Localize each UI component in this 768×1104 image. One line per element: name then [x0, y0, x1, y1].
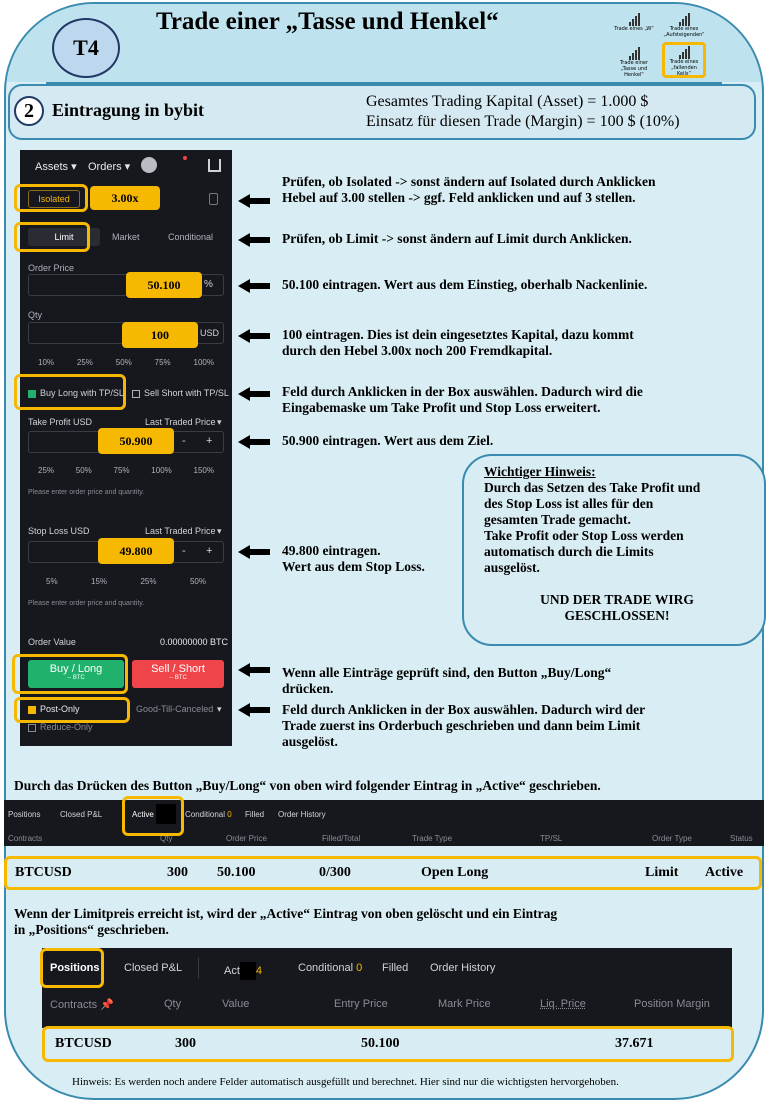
note-line: ausgelöst.	[484, 560, 540, 575]
note-heading: Wichtiger Hinweis:	[484, 464, 596, 479]
col-trade-type: Trade Type	[412, 834, 453, 843]
isolated-highlight	[14, 184, 88, 212]
positions-table	[42, 948, 732, 1028]
arrow-left-icon	[238, 663, 270, 677]
tab-positions[interactable]: Positions	[8, 810, 41, 819]
arrow-left-icon	[238, 703, 270, 717]
tp-pct-option[interactable]: 50%	[75, 466, 92, 475]
arrow-left-icon	[238, 194, 270, 208]
positions-intro-line: Wenn der Limitpreis erreicht ist, wird der „Active“ Eintrag von oben gelöscht und ein Eintrag	[14, 906, 558, 921]
capital-info	[366, 92, 680, 132]
arrow-left-icon	[238, 329, 270, 343]
order-value: 0.00000000 BTC	[160, 637, 229, 647]
instruction-line: Wert aus dem Stop Loss.	[282, 559, 425, 574]
tp-label: Take Profit USD	[28, 417, 93, 427]
active-orders-table	[4, 800, 764, 846]
tab-conditional[interactable]	[298, 962, 362, 974]
note-line: des Stop Loss ist alles für den	[484, 496, 654, 511]
cell-order-price: 50.100	[217, 865, 256, 880]
tab-closed-pnl[interactable]: Closed P&L	[60, 810, 103, 819]
tab-positions[interactable]: Positions	[50, 962, 100, 974]
cell-entry-price: 50.100	[361, 1036, 400, 1051]
arrow-left-icon	[238, 435, 270, 449]
instruction-line: Wenn alle Einträge geprüft sind, den Button „Buy/Long“	[282, 665, 612, 680]
tp-value[interactable]: 50.900	[98, 428, 174, 454]
nav-orders[interactable]: Orders ▾	[88, 161, 131, 173]
mini-chart-label: Trade eines „fallenden Keils“	[669, 59, 699, 77]
col-order-type: Order Type	[652, 834, 692, 843]
sl-pct-option[interactable]: 5%	[46, 577, 58, 586]
qty-percent-row	[38, 358, 214, 367]
col-contracts	[50, 998, 114, 1011]
qty-pct-option[interactable]: 50%	[115, 358, 132, 367]
mini-chart-label: Trade eines „W“	[614, 26, 654, 32]
time-in-force-select[interactable]: Good-Till-Canceled	[136, 704, 214, 714]
cell-contract: BTCUSD	[55, 1036, 112, 1051]
notification-dot	[183, 156, 187, 160]
instruction-line: Hebel auf 3.00 stellen -> ggf. Feld anklicken und auf 3 stellen.	[282, 190, 636, 205]
col-position-margin: Position Margin	[634, 998, 710, 1010]
sl-value[interactable]: 49.800	[98, 538, 174, 564]
tab-conditional-label: Conditional	[298, 962, 354, 974]
section-title: Eintragung in bybit	[52, 100, 205, 120]
qty-pct-option[interactable]: 25%	[76, 358, 93, 367]
positions-tab-highlight	[40, 948, 104, 988]
order-price-value[interactable]: 50.100	[126, 272, 202, 298]
tab-divider	[198, 958, 199, 978]
cell-status: Active	[705, 865, 744, 880]
sl-label: Stop Loss USD	[28, 526, 90, 536]
col-contracts-label: Contracts	[50, 999, 98, 1011]
instruction-line: Prüfen, ob Isolated -> sonst ändern auf Isolated durch Anklicken	[282, 174, 656, 189]
arrow-left-icon	[238, 387, 270, 401]
stake-line: Einsatz für diesen Trade (Margin) = 100 $ (10%)	[366, 113, 680, 130]
redaction-block	[240, 962, 256, 980]
col-entry-price: Entry Price	[334, 998, 388, 1010]
footer-hint: Hinweis: Es werden noch andere Felder automatisch ausgefüllt und berechnet. Hier sind nur die wichtigsten hervorgehoben.	[72, 1076, 619, 1088]
margin-mode-isolated[interactable]: Isolated	[28, 190, 80, 208]
nav-assets[interactable]: Assets ▾	[35, 161, 77, 173]
instruction-post-only	[282, 702, 645, 750]
tp-pct-option[interactable]: 25%	[38, 466, 55, 475]
tp-last-traded[interactable]: Last Traded Price	[145, 417, 216, 427]
active-intro: Durch das Drücken des Button „Buy/Long“ von oben wird folgender Eintrag in „Active“ geschrieben.	[14, 778, 601, 793]
tab-order-history[interactable]: Order History	[430, 962, 496, 974]
mini-chart-label: Trade einer „Tasse und Henkel“	[619, 60, 649, 78]
instruction-line: Trade zuerst ins Orderbuch geschrieben und dann beim Limit	[282, 718, 641, 733]
bar-chart-icon	[665, 45, 703, 59]
tab-active[interactable]: Active	[132, 810, 154, 819]
buy-long-tpsl-highlight	[14, 374, 126, 410]
lesson-badge: T4	[52, 18, 120, 78]
tp-minus-button[interactable]: -	[182, 435, 186, 447]
instruction-line: durch den Hebel 3.00x noch 200 Fremdkapital.	[282, 343, 553, 358]
mini-chart-label: Trade eines „Aufsteigenden“	[663, 26, 705, 38]
page-title: Trade einer „Tasse und Henkel“	[156, 8, 499, 35]
checkbox-empty-icon	[132, 390, 140, 398]
tp-percent-row	[38, 466, 214, 475]
col-qty: Qty	[164, 998, 182, 1010]
col-status: Status	[730, 834, 753, 843]
tab-order-history[interactable]: Order History	[278, 810, 326, 819]
col-contracts: Contracts	[8, 834, 43, 843]
order-price-unit: %	[204, 279, 213, 290]
col-mark-price: Mark Price	[438, 998, 491, 1010]
sl-pct-option[interactable]: 50%	[189, 577, 206, 586]
mini-chart-w[interactable]	[612, 12, 656, 42]
avatar[interactable]	[141, 157, 157, 173]
instruction-take-profit: 50.900 eintragen. Wert aus dem Ziel.	[282, 433, 494, 448]
col-tpsl: TP/SL	[540, 834, 563, 843]
col-order-price: Order Price	[226, 834, 267, 843]
buy-long-label: Buy / Long	[49, 663, 103, 675]
note-line: Take Profit oder Stop Loss werden	[484, 528, 684, 543]
limit-highlight	[14, 222, 90, 252]
positions-intro	[14, 906, 557, 938]
section-number: 2	[14, 96, 44, 126]
col-liq-price[interactable]: Liq. Price	[540, 998, 586, 1010]
arrow-left-icon	[238, 545, 270, 559]
note-line: automatisch durch die Limits	[484, 544, 654, 559]
capital-line: Gesamtes Trading Kapital (Asset) = 1.000 $	[366, 93, 649, 110]
instruction-line: 49.800 eintragen.	[282, 543, 381, 558]
instruction-qty	[282, 327, 634, 359]
buy-long-tpsl-label: Buy Long with TP/SL	[40, 388, 124, 398]
sl-last-traded[interactable]: Last Traded Price	[145, 526, 216, 536]
instruction-isolated	[282, 174, 656, 206]
chevron-down-icon[interactable]: ▾	[217, 526, 222, 536]
order-value-label: Order Value	[28, 637, 76, 647]
sl-plus-button[interactable]: +	[206, 545, 213, 557]
tab-filled[interactable]: Filled	[245, 810, 265, 819]
cell-order-type: Limit	[645, 865, 679, 880]
qty-unit: USD	[200, 328, 220, 338]
instruction-line: Feld durch Anklicken in der Box auswählen. Dadurch wird die	[282, 384, 643, 399]
checkbox-empty-icon	[28, 724, 36, 732]
tab-conditional-label: Conditional	[185, 810, 226, 819]
tp-pct-option[interactable]: 75%	[113, 466, 130, 475]
tab-limit[interactable]: Limit	[28, 228, 100, 246]
tab-market[interactable]: Market	[112, 232, 140, 242]
sell-short-tpsl-checkbox[interactable]	[132, 388, 229, 398]
instruction-line: Feld durch Anklicken in der Box auswählen. Dadurch wird der	[282, 702, 646, 717]
qty-pct-option[interactable]: 100%	[193, 358, 214, 367]
cell-qty: 300	[175, 1036, 196, 1051]
sell-short-sub: -- BTC	[169, 675, 187, 681]
sl-pct-option[interactable]: 15%	[91, 577, 108, 586]
instruction-buy-long	[282, 665, 611, 697]
reduce-only-label: Reduce-Only	[40, 722, 93, 732]
tp-pct-option[interactable]: 150%	[193, 466, 214, 475]
sl-minus-button[interactable]: -	[182, 545, 186, 557]
instruction-tpsl	[282, 384, 643, 416]
leverage-value[interactable]: 3.00x	[90, 186, 160, 210]
qty-pct-option[interactable]: 10%	[38, 358, 55, 367]
mini-chart-ascending[interactable]	[662, 12, 706, 42]
tab-conditional[interactable]	[185, 810, 232, 819]
pin-icon[interactable]: 📌	[100, 999, 114, 1011]
chevron-down-icon[interactable]: ▾	[217, 704, 222, 714]
chevron-down-icon[interactable]: ▾	[217, 417, 222, 427]
bar-chart-icon	[662, 12, 706, 26]
mini-chart-cup-handle[interactable]	[612, 46, 656, 76]
tp-hint: Please enter order price and quantity.	[28, 489, 145, 496]
col-qty: Qty	[160, 834, 173, 843]
cell-trade-type: Open Long	[421, 865, 489, 880]
qty-label: Qty	[28, 310, 43, 320]
mini-chart-nav	[608, 12, 708, 78]
sl-pct-option[interactable]: 25%	[140, 577, 157, 586]
cell-contract: BTCUSD	[15, 865, 72, 880]
positions-intro-line: in „Positions“ geschrieben.	[14, 922, 169, 937]
tab-active-label: Act	[224, 964, 240, 977]
instruction-stop-loss	[282, 543, 425, 575]
instruction-order-price: 50.100 eintragen. Wert aus dem Einstieg, oberhalb Nackenlinie.	[282, 277, 648, 292]
note-closing: UND DER TRADE WIRG	[540, 592, 694, 607]
sl-percent-row	[46, 577, 206, 586]
qty-pct-option[interactable]: 75%	[154, 358, 171, 367]
download-icon[interactable]	[208, 159, 221, 172]
sell-short-tpsl-label: Sell Short with TP/SL	[144, 388, 229, 398]
tab-conditional[interactable]: Conditional	[168, 232, 214, 242]
order-price-label: Order Price	[28, 263, 75, 273]
note-line: Durch das Setzen des Take Profit und	[484, 480, 701, 495]
instruction-line: Eingabemaske um Take Profit und Stop Loss erweitert.	[282, 400, 601, 415]
arrow-left-icon	[238, 279, 270, 293]
bar-chart-icon	[612, 12, 656, 26]
instruction-line: 100 eintragen. Dies ist dein eingesetztes Kapital, dazu kommt	[282, 327, 634, 342]
cell-filled: 0/300	[319, 865, 351, 880]
cell-qty: 300	[167, 865, 188, 880]
reduce-only-checkbox[interactable]	[28, 722, 93, 732]
sell-short-button[interactable]	[132, 660, 224, 688]
qty-value[interactable]: 100	[122, 322, 198, 348]
tab-conditional-count: 0	[356, 962, 363, 974]
arrow-left-icon	[238, 233, 270, 247]
buy-long-sub: -- BTC	[67, 675, 85, 681]
mini-chart-falling-wedge[interactable]	[662, 42, 706, 78]
tab-closed-pnl[interactable]: Closed P&L	[124, 962, 183, 974]
calculator-icon[interactable]	[209, 193, 218, 205]
sl-hint: Please enter order price and quantity.	[28, 600, 145, 607]
tab-active[interactable]	[224, 962, 262, 980]
tp-pct-option[interactable]: 100%	[151, 466, 172, 475]
instruction-line: drücken.	[282, 681, 334, 696]
tab-active-count: 4	[255, 964, 263, 977]
instruction-limit: Prüfen, ob Limit -> sonst ändern auf Limit durch Anklicken.	[282, 231, 632, 246]
important-note	[462, 454, 766, 646]
instruction-line: ausgelöst.	[282, 734, 338, 749]
bar-chart-icon	[612, 46, 656, 60]
col-value: Value	[222, 998, 250, 1010]
post-only-label: Post-Only	[40, 704, 80, 714]
note-closing: GESCHLOSSEN!	[564, 608, 670, 623]
tab-conditional-count: 0	[227, 810, 232, 819]
sell-short-label: Sell / Short	[151, 663, 205, 675]
tp-plus-button[interactable]: +	[206, 435, 213, 447]
position-row[interactable]	[42, 1026, 734, 1062]
tab-filled[interactable]: Filled	[382, 962, 409, 974]
active-order-row[interactable]	[4, 856, 762, 890]
cell-position-margin: 37.671	[615, 1036, 654, 1051]
note-line: gesamten Trade gemacht.	[484, 512, 631, 527]
post-only-highlight	[14, 697, 130, 723]
buy-long-highlight	[12, 654, 128, 694]
col-filled-total: Filled/Total	[322, 834, 361, 843]
active-tab-highlight	[122, 796, 184, 836]
